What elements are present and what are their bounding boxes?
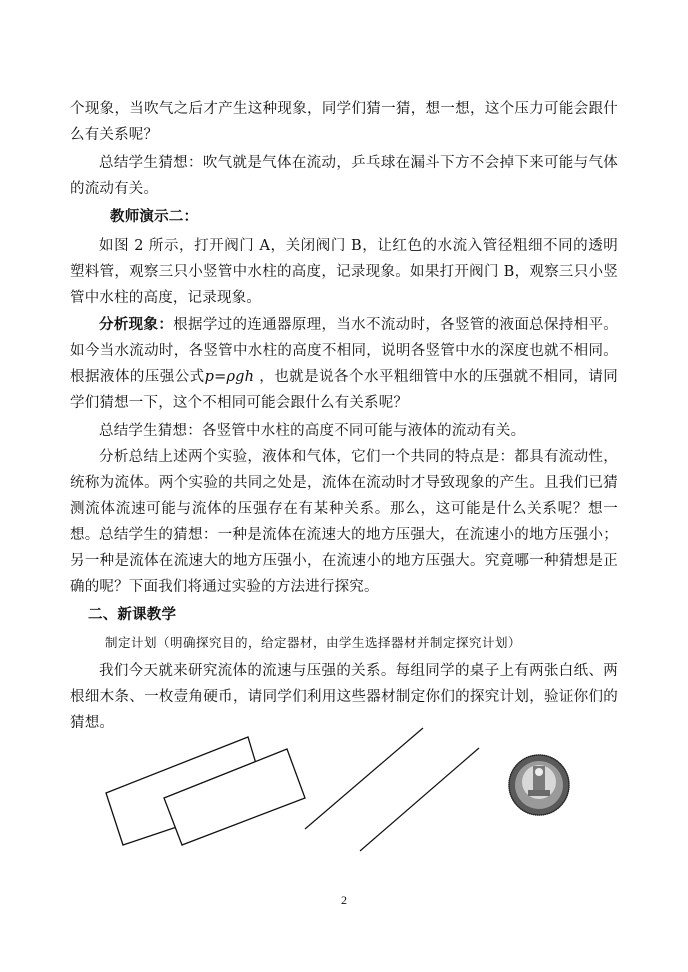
wooden-stick-2 — [360, 748, 479, 851]
paragraph-conclusion: 分析总结上述两个实验，液体和气体，它们一个共同的特点是：都具有流动性，统称为流体。两个实验的共同之处是，流体在流动时才导致现象的产生。且我们已猜测流体流速可能与流体的压强存在有某种关系。那么，这可能是什么关系呢？想一想。 — [70, 449, 618, 543]
heading-section-2: 二、新课教学 — [88, 606, 177, 623]
heading-demo-2: 教师演示二： — [110, 208, 199, 225]
coin-icon — [509, 755, 569, 815]
page-number: 2 — [341, 893, 347, 907]
paragraph-summary-2: 总结学生猜想：各竖管中水柱的高度不同可能与液体的流动有关。 — [99, 423, 526, 439]
pressure-formula: p=ρgh — [204, 369, 255, 385]
paragraph-task: 我们今天就来研究流体的流速与压强的关系。每组同学的桌子上有两张白纸、两根细木条、一枚壹角硬币，请同学们利用这些器材制定你们的探究计划，验证你们的猜想。 — [70, 663, 618, 731]
paragraph-1: 个现象，当吹气之后才产生这种现象，同学们猜一猜，想一想，这个压力可能会跟什么有关系呢？ — [70, 101, 618, 143]
paragraph-guesses: 总结学生的猜想：一种是流体在流速大的地方压强大，在流速小的地方压强小；另一种是流体在流速大的地方压强小，在流速小的地方压强大。究竟哪一种猜想是正确的呢？下面我们将通过实验的方法进行探究。 — [70, 527, 618, 595]
paragraph-summary-1: 总结学生猜想：吹气就是气体在流动，乒乓球在漏斗下方不会掉下来可能与气体的流动有关。 — [70, 155, 618, 197]
wooden-stick-1 — [305, 728, 423, 829]
analysis-label: 分析现象： — [99, 316, 174, 333]
analysis-text-1: 根据学过的连通器原理，当水不流动时，各竖管的液面总保持相平。如今当水流动时，各竖管中水柱的高度不相同，说明各竖管中水的深度也就不相同。根据液体的压强公式 — [70, 317, 619, 385]
white-paper-2 — [164, 749, 305, 845]
analysis-text-2: ，也就是说各个水平粗细管中水的压强就不相同，请同学们猜想一下，这个不相同可能会跟什么有关系呢？ — [70, 369, 618, 411]
paragraph-demo-2: 如图 2 所示，打开阀门 A，关闭阀门 B，让红色的水流入管径粗细不同的透明塑料管，观察三只小竖管中水柱的高度，记录现象。如果打开阀门 B，观察三只小竖管中水柱的高度，记录现象。 — [70, 238, 618, 306]
plan-note: 制定计划（明确探究目的，给定器材，由学生选择器材并制定探究计划） — [105, 635, 522, 650]
